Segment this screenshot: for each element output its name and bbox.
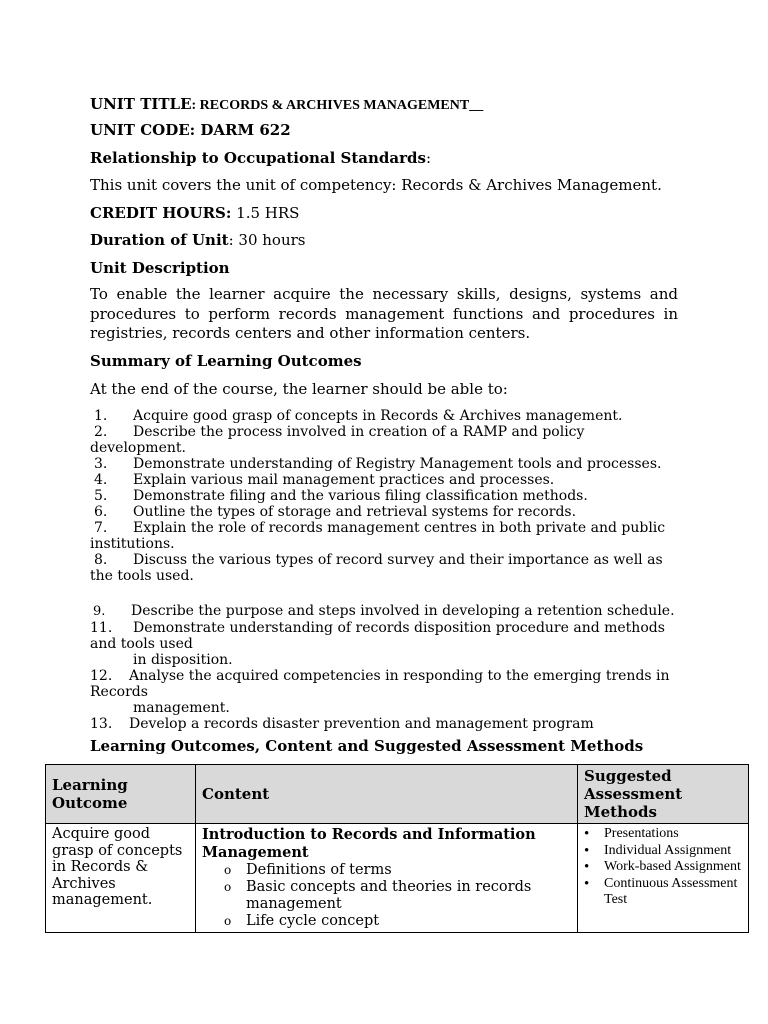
outcomes-list-continued — [90, 603, 675, 732]
relationship-heading: Relationship to Occupational Standards: — [90, 149, 431, 167]
list-item: 2. Describe the process involved in creation of a RAMP and policy — [94, 424, 585, 440]
outcomes-table — [45, 764, 749, 933]
list-item: 11. Demonstrate understanding of records disposition procedure and methods — [90, 620, 665, 636]
outcomes-list — [90, 408, 665, 584]
list-item-continued: Records — [90, 684, 148, 700]
unit-title-label: UNIT TITLE — [90, 95, 192, 113]
list-item: 8. Discuss the various types of record survey and their importance as well as — [94, 552, 663, 568]
list-item: 1. Acquire good grasp of concepts in Records & Archives management. — [94, 408, 623, 424]
list-item-continued: development. — [90, 440, 186, 456]
coverage-text: This unit covers the unit of competency: Records & Archives Management. — [90, 176, 662, 194]
list-item-continued: management. — [133, 700, 230, 716]
cell-methods — [578, 824, 749, 933]
header-content: Content — [196, 765, 578, 824]
header-learning-outcome: Learning Outcome — [46, 765, 196, 824]
list-item-continued: in disposition. — [133, 652, 233, 668]
list-item: • Presentations — [580, 826, 742, 843]
list-item: 9. Describe the purpose and steps involved in developing a retention schedule. — [93, 603, 675, 619]
list-item: 4. Explain various mail management practices and processes. — [94, 472, 555, 488]
cell-content — [196, 824, 578, 933]
duration: Duration of Unit: 30 hours — [90, 231, 306, 249]
list-item: 7. Explain the role of records management centres in both private and public — [94, 520, 666, 536]
unit-code: UNIT CODE: DARM 622 — [90, 121, 291, 139]
list-item: • Individual Assignment — [580, 843, 742, 860]
table-header-row — [46, 765, 749, 824]
summary-intro: At the end of the course, the learner should be able to: — [90, 380, 508, 398]
list-item: • Continuous Assessment Test — [580, 876, 742, 909]
list-item: o Life cycle concept — [224, 913, 571, 930]
unit-description-text: To enable the learner acquire the necessary skills, designs, systems and procedures to perform records management functions and procedures in registries, records centers and other information centers. — [90, 285, 678, 342]
list-item: 6. Outline the types of storage and retrieval systems for records. — [94, 504, 577, 520]
unit-title-value: : RECORDS & ARCHIVES MANAGEMENT__ — [191, 98, 484, 113]
list-item: 3. Demonstrate understanding of Registry Management tools and processes. — [94, 456, 662, 472]
unit-description-heading: Unit Description — [90, 259, 230, 277]
list-item: o Definitions of terms — [224, 862, 571, 879]
list-item: o Basic concepts and theories in records management — [224, 879, 571, 913]
methods-list — [580, 826, 742, 909]
table-title: Learning Outcomes, Content and Suggested Assessment Methods — [90, 737, 644, 755]
content-list — [202, 862, 571, 930]
list-item: 5. Demonstrate filing and the various filing classification methods. — [94, 488, 588, 504]
list-item: 12. Analyse the acquired competencies in responding to the emerging trends in — [90, 668, 670, 684]
list-item-continued: the tools used. — [90, 568, 194, 584]
unit-title — [90, 95, 483, 114]
cell-outcome: Acquire good grasp of concepts in Records & Archives management. — [46, 824, 196, 933]
summary-heading: Summary of Learning Outcomes — [90, 352, 362, 370]
list-item: 13. Develop a records disaster prevention and management program — [90, 716, 594, 732]
list-item-continued: and tools used — [90, 636, 193, 652]
credit-hours: CREDIT HOURS: 1.5 HRS — [90, 204, 300, 222]
content-heading: Introduction to Records and Information Management — [202, 826, 536, 861]
header-assessment-methods: Suggested Assessment Methods — [578, 765, 749, 824]
list-item-continued: institutions. — [90, 536, 175, 552]
list-item: • Work-based Assignment — [580, 859, 742, 876]
table-row — [46, 824, 749, 933]
